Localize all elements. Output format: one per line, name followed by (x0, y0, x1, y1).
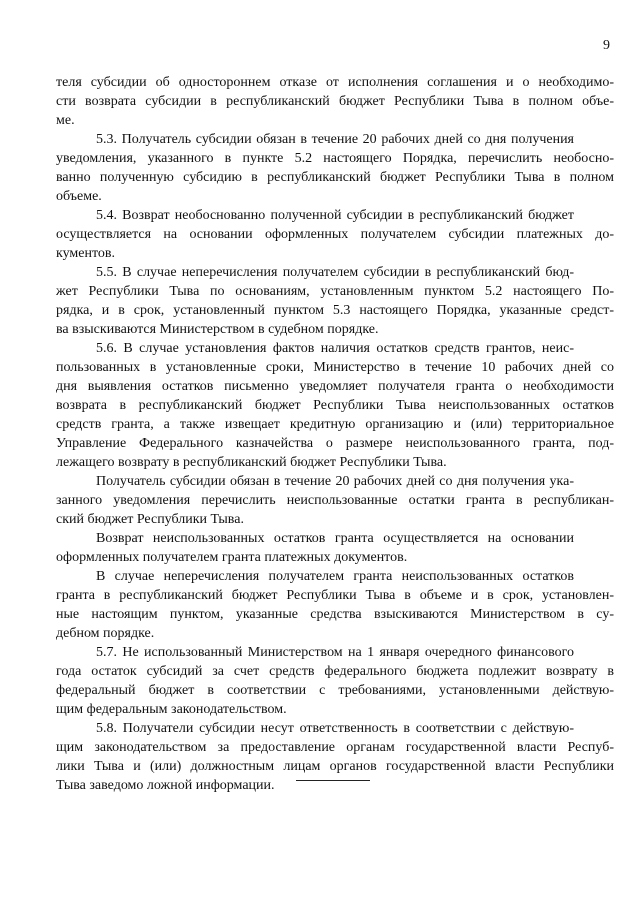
text-line: уведомления, указанного в пункте 5.2 настоящего Порядка, перечислить необосно- (56, 151, 614, 166)
paragraph-p5-3 (56, 130, 614, 206)
text-line: 5.4. Возврат необоснованно полученной субсидии в республиканский бюджет (96, 208, 574, 223)
end-rule (296, 780, 370, 781)
paragraph-p5-8 (56, 719, 614, 795)
text-line: сти возврата субсидии в республиканский бюджет Республики Тыва в полном объе- (56, 94, 614, 109)
text-line: ва взыскиваются Министерством в судебном порядке. (56, 322, 379, 337)
text-line: лики Тыва и (или) должностным лицам органов государственной власти Республики (56, 759, 614, 774)
text-line: 5.5. В случае неперечисления получателем субсидии в республиканский бюд- (96, 265, 574, 280)
text-line: 5.6. В случае установления фактов наличия остатков средств грантов, неис- (96, 341, 574, 356)
paragraph-p5-4 (56, 206, 614, 263)
text-line: кументов. (56, 246, 116, 261)
paragraph-p5-6b (56, 472, 614, 529)
text-line: занного уведомления перечислить неиспользованные остатки гранта в республикан- (56, 493, 614, 508)
text-line: В случае неперечисления получателем гранта неиспользованных остатков (96, 569, 574, 584)
text-line: щим федеральным законодательством. (56, 702, 287, 717)
text-line: гранта в республиканский бюджет Республики Тыва в объеме и в срок, установлен- (56, 588, 614, 603)
text-line: ский бюджет Республики Тыва. (56, 512, 244, 527)
text-line: средств гранта, а также извещает кредитную организацию и (или) территориальное (56, 417, 614, 432)
text-line: Тыва заведомо ложной информации. (56, 778, 275, 793)
text-line: жет Республики Тыва по основаниям, установленным пунктом 5.2 настоящего По- (56, 284, 614, 299)
text-line: 5.3. Получатель субсидии обязан в течение 20 рабочих дней со дня получения (96, 132, 574, 147)
text-line: 5.7. Не использованный Министерством на 1 января очередного финансового (96, 645, 574, 660)
paragraph-p5-6c (56, 529, 614, 567)
text-line: щим законодательством за предоставление органам государственной власти Респуб- (56, 740, 614, 755)
page-number: 9 (603, 38, 610, 53)
document-body (56, 73, 614, 795)
paragraph-p5-6d (56, 567, 614, 643)
text-line: объеме. (56, 189, 102, 204)
text-line: 5.8. Получатели субсидии несут ответственность в соответствии с действую- (96, 721, 574, 736)
text-line: Получатель субсидии обязан в течение 20 рабочих дней со дня получения ука- (96, 474, 574, 489)
text-line: осуществляется на основании оформленных получателем субсидии платежных до- (56, 227, 614, 242)
text-line: возврата в республиканский бюджет Республики Тыва неиспользованных остатков (56, 398, 614, 413)
text-line: пользованных в установленные сроки, Министерство в течение 10 рабочих дней со (56, 360, 614, 375)
text-line: оформленных получателем гранта платежных документов. (56, 550, 408, 565)
paragraph-p5-5 (56, 263, 614, 339)
text-line: дня выявления остатков письменно уведомляет получателя гранта о необходимости (56, 379, 614, 394)
text-line: дебном порядке. (56, 626, 155, 641)
text-line: ные настоящим пунктом, указанные средства взыскиваются Министерством в су- (56, 607, 614, 622)
text-line: лежащего возврату в республиканский бюджет Республики Тыва. (56, 455, 447, 470)
text-line: Возврат неиспользованных остатков гранта осуществляется на основании (96, 531, 574, 546)
text-line: года остаток субсидий за счет средств федерального бюджета подлежит возврату в (56, 664, 614, 679)
paragraph-p5-7 (56, 643, 614, 719)
text-line: теля субсидии об одностороннем отказе от исполнения соглашения и о необходимо- (56, 75, 614, 90)
paragraph-cont (56, 73, 614, 130)
text-line: Управление Федерального казначейства о размере неиспользованного гранта, под- (56, 436, 614, 451)
text-line: ванно полученную субсидию в республиканский бюджет Республики Тыва в полном (56, 170, 614, 185)
text-line: ме. (56, 113, 75, 128)
text-line: рядка, и в срок, установленный пунктом 5.3 настоящего Порядка, указанные средст- (56, 303, 614, 318)
paragraph-p5-6 (56, 339, 614, 472)
text-line: федеральный бюджет в соответствии с требованиями, установленными действую- (56, 683, 614, 698)
